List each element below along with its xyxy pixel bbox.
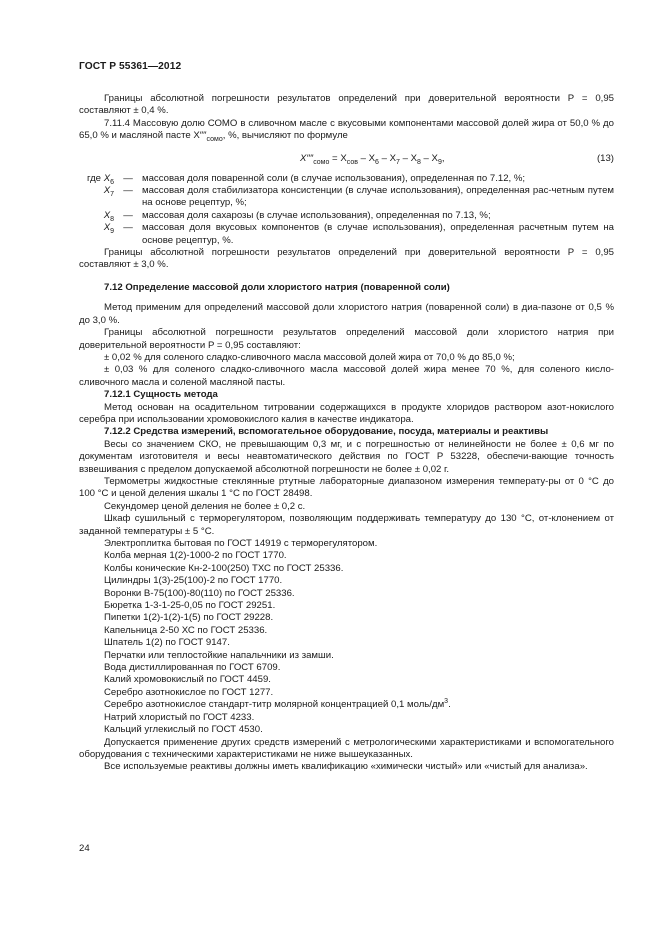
list-item: Шпатель 1(2) по ГОСТ 9147.	[104, 637, 230, 649]
list-item: Колбы конические Кн-2-100(250) ТХС по ГОСТ 25336.	[104, 562, 344, 574]
paragraph-scales: Весы со значением СКО, не превышающим 0,3 мг, и с погрешностью от нелинейности не более ± 0,6 мг по документам изготовителя и весы неавтоматического действия по ГОСТ Р 53228, обеспечи-вающие точность взвешивания с пределом допускаемой абсолютной погрешности не более ± 0,02 г.	[79, 438, 614, 475]
list-item: Электроплитка бытовая по ГОСТ 14919 с терморегулятором.	[104, 538, 378, 549]
definition-x8: $X_8$ — массовая доля сахарозы (в случае использования), определенная по 7.13, %;	[103, 209, 491, 223]
paragraph-limit-2: ± 0,03 % для соленого сладко-сливочного масла массовой долей жира менее 70 %, для соленого кисло-сливочного масла и соленой масляной пасты.	[79, 364, 614, 388]
list-item: Калий хромовокислый по ГОСТ 4459.	[104, 674, 271, 686]
paragraph-error-limits-2: Границы абсолютной погрешности результатов определений при доверительной вероятности P = 0,95 составляют ± 3,0 %.	[79, 247, 614, 271]
section-heading-7-12-1: 7.12.1 Сущность метода	[104, 389, 218, 401]
definition-x9: $X_9$ — массовая доля вкусовых компонентов (в случае использования), определенная расчетным путем на основе рецептур, %.	[103, 222, 614, 246]
formula-13	[79, 149, 614, 173]
paragraph-error-limits-1: Границы абсолютной погрешности результатов определений при доверительной вероятности P = 0,95 составляют ± 0,4 %.	[79, 93, 614, 117]
list-item: Воронки В-75(100)-80(110) по ГОСТ 25336.	[104, 587, 295, 599]
list-item: Серебро азотнокислое по ГОСТ 1277.	[104, 686, 274, 698]
page-content	[79, 93, 614, 774]
paragraph-7-11-4: 7.11.4 Массовую долю СОМО в сливочном масле с вкусовыми компонентами массовой долей жира от 50,0 % до 65,0 % и масляной пасте $X''''_{сомо}$, %, вычисляют по формуле	[79, 117, 614, 144]
formula-number: (13)	[596, 152, 614, 164]
paragraph-oven: Шкаф сушильный с терморегулятором, позволяющим поддерживать температуру до 130 °С, от-клонением от заданной температуры ± 5 °С.	[79, 513, 614, 537]
standard-header: ГОСТ Р 55361—2012	[79, 61, 182, 72]
list-item: Натрий хлористый по ГОСТ 4233.	[104, 711, 255, 723]
list-item: Бюретка 1-3-1-25-0,05 по ГОСТ 29251.	[104, 600, 276, 612]
list-item: Колба мерная 1(2)-1000-2 по ГОСТ 1770.	[104, 550, 287, 562]
list-item: Вода дистиллированная по ГОСТ 6709.	[104, 662, 281, 674]
paragraph-method-essence: Метод основан на осадительном титровании содержащихся в продукте хлоридов раствором азот-нокислого серебра при использовании хромовокислого калия в качестве индикатора.	[79, 401, 614, 425]
paragraph-reagents: Все используемые реактивы должны иметь квалификацию «химически чистый» или «чистый для анализа».	[104, 761, 588, 773]
paragraph-limit-1: ± 0,02 % для соленого сладко-сливочного масла массовой долей жира от 70,0 % до 85,0 %;	[104, 351, 515, 363]
section-heading-7-12: 7.12 Определение массовой доли хлористого натрия (поваренной соли)	[104, 281, 450, 293]
list-item-silver-nitrate-titre: Серебро азотнокислое стандарт-титр молярной концентрацией 0,1 моль/$дм^3$.	[104, 698, 451, 711]
list-item: Пипетки 1(2)-1(2)-1(5) по ГОСТ 29228.	[104, 612, 274, 624]
paragraph-error-limits-3: Границы абсолютной погрешности результатов определений массовой доли хлористого натрия при доверительной вероятности P = 0,95 составляют:	[79, 327, 614, 351]
definition-x6: где $X_6$ — массовая доля поваренной соли (в случае использования), определенная по 7.12, %;	[87, 172, 526, 186]
list-item: Перчатки или теплостойкие напальчники из замши.	[104, 649, 334, 661]
list-item: Кальций углекислый по ГОСТ 4530.	[104, 724, 263, 736]
paragraph-stopwatch: Секундомер ценой деления не более ± 0,2 с.	[104, 500, 306, 512]
formula-expression: $X''''_{сомо} = X_{сов} - X_6 - X_7 - X_8 - X_9$,	[300, 152, 445, 166]
paragraph-thermometers: Термометры жидкостные стеклянные ртутные лабораторные диапазоном измерения температу-ры от 0 °С до 100 °С и ценой деления шкалы 1 °С по ГОСТ 28498.	[79, 475, 614, 500]
list-item: Цилиндры 1(3)-25(100)-2 по ГОСТ 1770.	[104, 575, 283, 587]
section-heading-7-12-2: 7.12.2 Средства измерений, вспомогательное оборудование, посуда, материалы и реактивы	[104, 426, 549, 438]
paragraph-alternatives: Допускается применение других средств измерений с метрологическими характеристиками и вспомогательного оборудования с техническими характеристиками не ниже вышеуказанных.	[79, 736, 614, 760]
paragraph-method-range: Метод применим для определений массовой доли хлористого натрия (поваренной соли) в диа-пазоне от 0,5 % до 3,0 %.	[79, 302, 614, 326]
list-item: Капельница 2-50 ХС по ГОСТ 25336.	[104, 624, 268, 636]
definition-x7: $X_7$ — массовая доля стабилизатора консистенции (в случае использования), определенная рас-четным путем на основе рецептур, %;	[103, 185, 614, 209]
page-number: 24	[79, 843, 90, 854]
